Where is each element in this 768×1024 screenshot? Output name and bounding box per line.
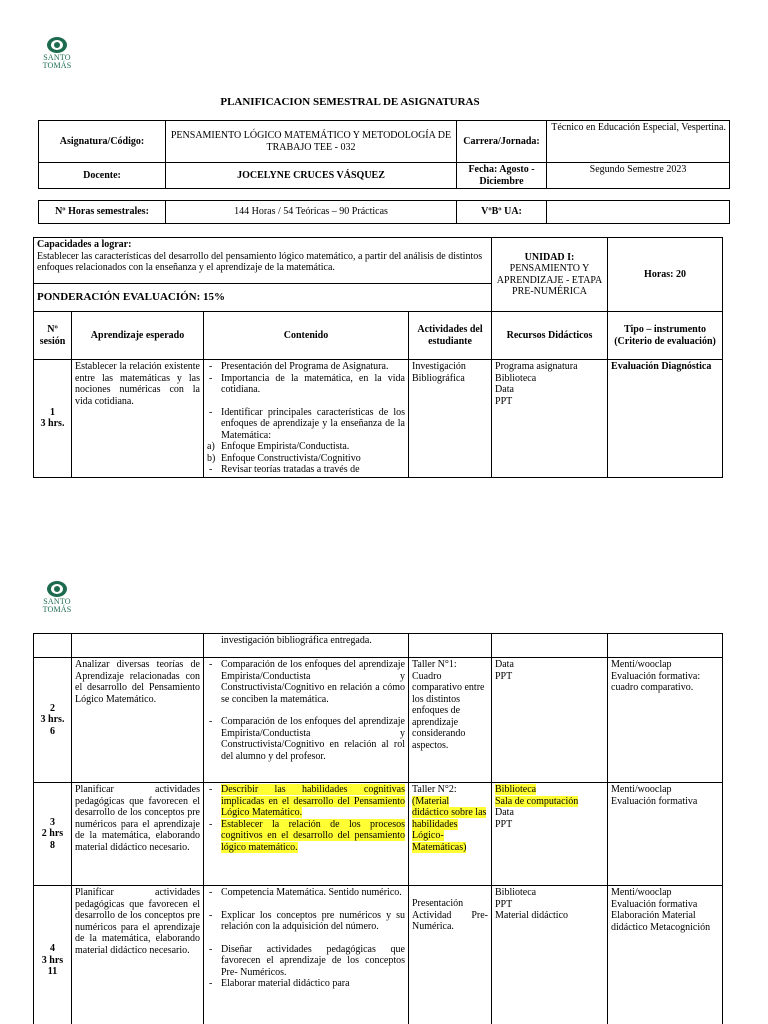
col-contenido: Contenido: [204, 312, 409, 360]
session-number: 1 3 hrs.: [34, 360, 72, 478]
col-tipo: Tipo – instrumento (Criterio de evaluación): [608, 312, 723, 360]
vb-value: [547, 201, 730, 224]
brand-line-2: TOMÁS: [42, 61, 72, 70]
list-item: - Describir las habilidades cognitivas implicadas en el desarrollo del Pensamiento Lógico Matemático.: [207, 784, 405, 819]
table-row: [34, 360, 723, 478]
docente-value: JOCELYNE CRUCES VÁSQUEZ: [166, 163, 457, 189]
list-item: - Competencia Matemática. Sentido numérico.: [207, 887, 405, 899]
semestre-value: Segundo Semestre 2023: [547, 163, 730, 189]
unidad-label: UNIDAD I:: [524, 251, 575, 263]
horas-table: [38, 200, 730, 224]
list-item: - Comparación de los enfoques del aprendizaje Empirista/Conductista y Constructivista/Cognitivo en relación al rol del alumno y del profesor.: [207, 716, 405, 762]
aprendizaje-text: Planificar actividades pedagógicas que favorecen el desarrollo de los conceptos pre numéricos para el aprendizaje de la matemática, elaborando material didáctico necesario.: [72, 886, 204, 1024]
table-row: [34, 783, 723, 886]
planning-table-page1: [33, 237, 723, 478]
vb-label: VºBº UA:: [457, 201, 547, 224]
santo-tomas-logo: [36, 36, 78, 70]
horas-value: 144 Horas / 54 Teóricas – 90 Prácticas: [166, 201, 457, 224]
aprendizaje-text: Analizar diversas teorías de Aprendizaje relacionadas con el desarrollo del Pensamiento Lógico Matemático.: [72, 658, 204, 783]
contenido-cell: investigación bibliográfica entregada.: [204, 634, 409, 658]
ponderacion: PONDERACIÓN EVALUACIÓN: 15%: [34, 284, 492, 312]
list-item: - Revisar teorías tratadas a través de: [207, 464, 405, 476]
shield-icon: [46, 580, 68, 598]
brand-line-1: SANTO: [43, 597, 71, 606]
recursos-cell: Biblioteca Sala de computación Data PPT: [492, 783, 608, 886]
list-item: - Presentación del Programa de Asignatura.: [207, 361, 405, 373]
list-item: b) Enfoque Constructivista/Cognitivo: [207, 452, 361, 464]
col-actividades: Actividades del estudiante: [409, 312, 492, 360]
header-table: [38, 120, 730, 189]
capacidades-label: Capacidades a lograr:: [37, 239, 132, 250]
table-row: [34, 634, 723, 658]
contenido-cell: [204, 658, 409, 783]
table-row: [34, 886, 723, 1024]
session-number: 2 3 hrs. 6: [34, 658, 72, 783]
contenido-cell: [204, 886, 409, 1024]
brand-line-1: SANTO: [43, 53, 71, 62]
actividades-cell: Investigación Bibliográfica: [409, 360, 492, 478]
list-item: - Elaborar material didáctico para: [207, 978, 405, 990]
list-item: - Diseñar actividades pedagógicas que favorecen el aprendizaje de los conceptos Pre- Numéricos.: [207, 944, 405, 979]
list-item: - Comparación de los enfoques del aprendizaje Empirista/Conductista y Constructivista/Cognitivo en relación a cómo se conciben la matemática.: [207, 659, 405, 705]
aprendizaje-text: Establecer la relación existente entre las matemáticas y las nociones numéricas con la vida cotidiana.: [72, 360, 204, 478]
actividades-cell: Taller N°2: (Material didáctico sobre las habilidades Lógico-Matemáticas): [409, 783, 492, 886]
page1-table-wrap: [33, 237, 723, 501]
tipo-cell: Evaluación Diagnóstica: [608, 360, 723, 478]
list-item: - Establecer la relación de los procesos cognitivos en el desarrollo del pensamiento lógico matemático.: [207, 819, 405, 854]
contenido-cell: [204, 360, 409, 478]
carrera-value: Técnico en Educación Especial, Vespertina.: [547, 121, 730, 163]
list-item: - Importancia de la matemática, en la vida cotidiana.: [207, 373, 405, 396]
list-item: - Identificar principales características de los enfoques de aprendizaje y la enseñanza de la Matemática:: [207, 407, 405, 442]
actividades-cell: Taller N°1: Cuadro comparativo entre los distintos enfoques de aprendizaje considerando aspectos.: [409, 658, 492, 783]
tipo-cell: Menti/wooclap Evaluación formativa: [608, 783, 723, 886]
recursos-cell: Biblioteca PPT Material didáctico: [492, 886, 608, 1024]
shield-icon: [46, 36, 68, 54]
contenido-cell: [204, 783, 409, 886]
list-item: a) Enfoque Empirista/Conductista.: [207, 441, 350, 452]
session-number: 4 3 hrs 11: [34, 886, 72, 1024]
brand-line-2: TOMÁS: [42, 605, 72, 614]
document-title: PLANIFICACION SEMESTRAL DE ASIGNATURAS: [220, 96, 480, 108]
horas-label: Nº Horas semestrales:: [39, 201, 166, 224]
tipo-cell: Menti/wooclap Evaluación formativa: cuadro comparativo.: [608, 658, 723, 783]
carrera-label: Carrera/Jornada:: [457, 121, 547, 163]
fecha-label: Fecha: Agosto - Diciembre: [457, 163, 547, 189]
table-row: [34, 658, 723, 783]
col-aprendizaje: Aprendizaje esperado: [72, 312, 204, 360]
col-recursos: Recursos Didácticos: [492, 312, 608, 360]
planning-table-page2: [33, 633, 723, 1024]
asignatura-label: Asignatura/Código:: [39, 121, 166, 163]
capacidades-text: Establecer las características del desarrollo del pensamiento lógico matemático, a partir del análisis de distintos enfoques relacionados con la enseñanza y el aprendizaje de la matemática.: [37, 250, 483, 273]
unidad-horas: Horas: 20: [608, 238, 723, 312]
recursos-cell: Data PPT: [492, 658, 608, 783]
list-item: - Explicar los conceptos pre numéricos y su relación con la adquisición del número.: [207, 910, 405, 933]
unidad-cell: [492, 238, 608, 312]
col-sesion: Nº sesión: [34, 312, 72, 360]
capacidades-cell: [34, 238, 492, 284]
docente-label: Docente:: [39, 163, 166, 189]
aprendizaje-text: Planificar actividades pedagógicas que favorecen el desarrollo de los conceptos pre numéricos para el aprendizaje de la matemática, elaborando material didáctico necesario.: [72, 783, 204, 886]
santo-tomas-logo-page2: [36, 580, 78, 614]
tipo-cell: Menti/wooclap Evaluación formativa Elaboración Material didáctico Metacognición: [608, 886, 723, 1024]
actividades-cell: Presentación Actividad Pre-Numérica.: [409, 886, 492, 1024]
page2-table-wrap: [33, 633, 723, 1024]
asignatura-value: PENSAMIENTO LÓGICO MATEMÁTICO Y METODOLOGÍA DE TRABAJO TEE - 032: [166, 121, 457, 163]
session-number: 3 2 hrs 8: [34, 783, 72, 886]
unidad-name: PENSAMIENTO Y APRENDIZAJE - ETAPA PRE-NUMÉRICA: [496, 263, 603, 297]
recursos-cell: Programa asignatura Biblioteca Data PPT: [492, 360, 608, 478]
